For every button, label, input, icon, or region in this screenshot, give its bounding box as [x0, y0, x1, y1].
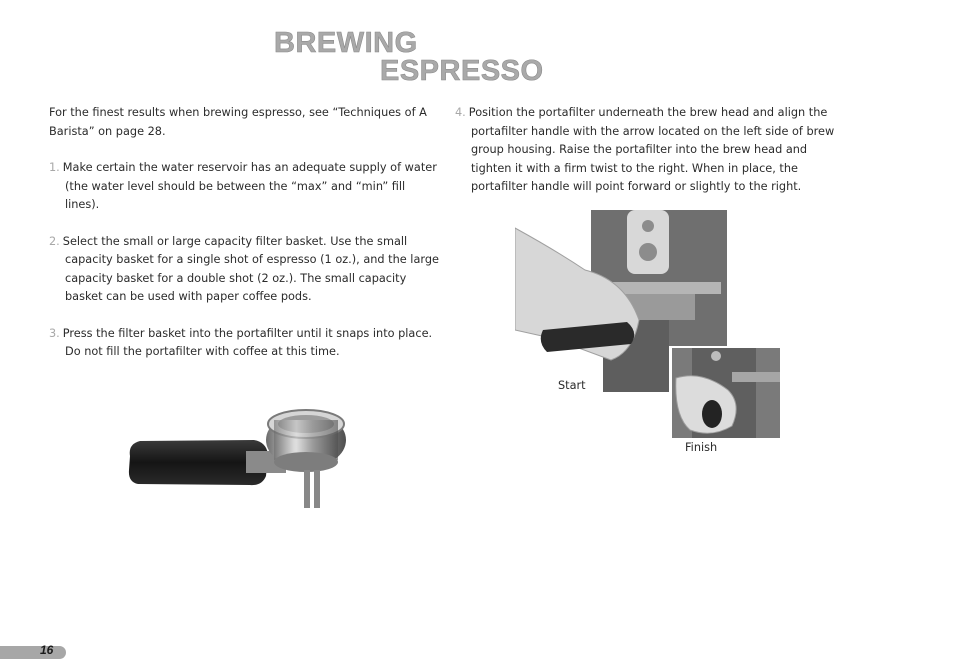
intro-paragraph: For the finest results when brewing espresso, see “Techniques of A Barista” on page 28.	[49, 106, 427, 138]
left-column	[49, 104, 439, 380]
finish-caption: Finish	[685, 441, 718, 454]
step-2	[49, 233, 439, 307]
step-number: 4.	[455, 106, 466, 119]
finish-photo	[672, 348, 780, 438]
step-text: Select the small or large capacity filter basket. Use the small capacity basket for a single shot of espresso (1 oz.), and the large capacity basket for a double shot (2 oz.). The small capacity basket can be used with paper coffee pods.	[62, 234, 439, 303]
title-line-1: BREWING	[274, 27, 418, 59]
start-caption: Start	[558, 379, 586, 392]
step-1	[49, 159, 439, 215]
step-number: 3.	[49, 326, 60, 340]
step-number: 2.	[49, 234, 60, 248]
step-text: Press the filter basket into the portafilter until it snaps into place. Do not fill the portafilter with coffee at this time.	[62, 326, 433, 358]
title-line-2: ESPRESSO	[380, 55, 544, 87]
step-number: 1.	[49, 161, 60, 174]
step-4	[455, 104, 840, 197]
step-text: Position the portafilter underneath the brew head and align the portafilter handle with the arrow located on the left side of brew group housing. Raise the portafilter into the brew head and tighten it with a firm twist to the right. When in place, the portafilter handle will point forward or slightly to the right.	[468, 106, 835, 193]
step-text: Make certain the water reservoir has an adequate supply of water (the water level should be between the “max” and “min” fill lines).	[62, 161, 437, 211]
right-column	[455, 104, 840, 215]
step-3	[49, 325, 439, 362]
page-number-tab	[0, 646, 66, 659]
page-number: 16	[40, 643, 54, 657]
portafilter-illustration	[126, 396, 356, 516]
